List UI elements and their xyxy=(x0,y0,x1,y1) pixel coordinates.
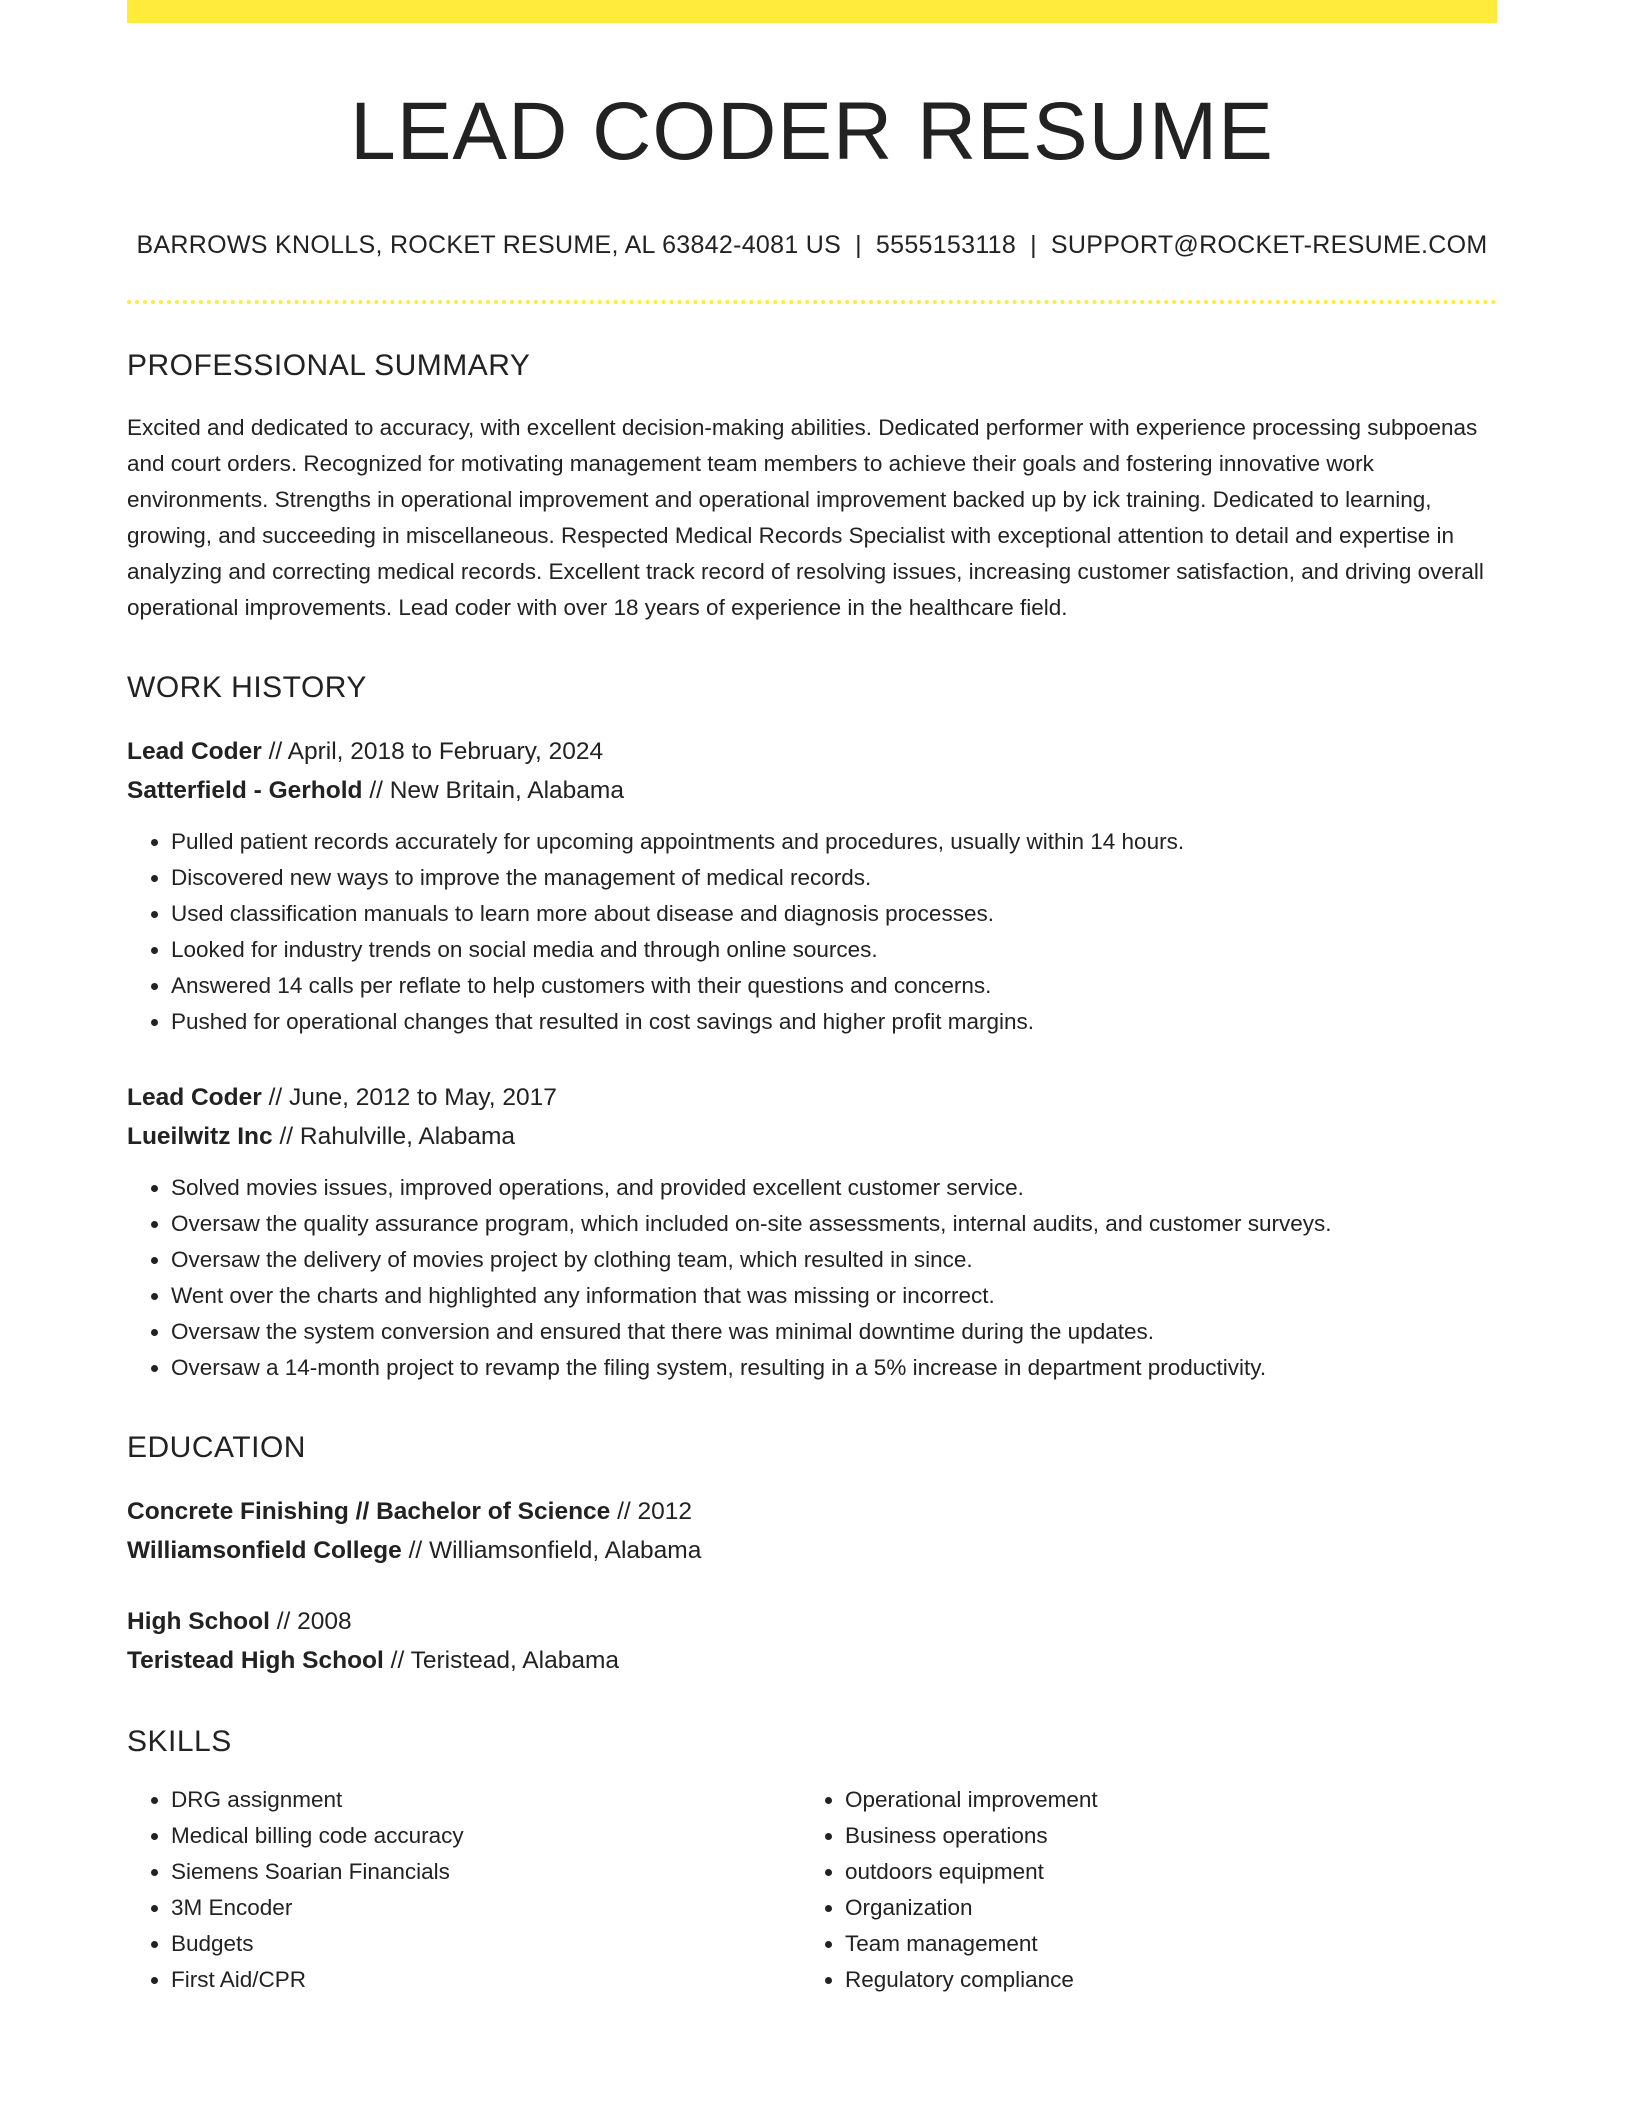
job-location: // New Britain, Alabama xyxy=(362,777,624,805)
job-bullet: • Looked for industry trends on social media and through online sources. xyxy=(171,932,1497,968)
education-location: // Williamsonfield, Alabama xyxy=(401,1537,702,1565)
skill-item: • Business operations xyxy=(845,1818,1475,1854)
education-school-line xyxy=(127,1641,1497,1680)
job-bullets xyxy=(127,824,1497,1040)
job-dates: // June, 2012 to May, 2017 xyxy=(261,1084,557,1112)
contact-address: BARROWS KNOLLS, ROCKET RESUME, AL 63842-4081 US xyxy=(136,231,842,260)
skill-item: • Siemens Soarian Financials xyxy=(171,1854,801,1890)
work-history-section xyxy=(127,670,1497,1386)
job-bullet: • Oversaw a 14-month project to revamp the filing system, resulting in a 5% increase in department productivity. xyxy=(171,1350,1497,1386)
education-degree-line xyxy=(127,1492,1497,1531)
skill-item: • Team management xyxy=(845,1926,1475,1962)
section-heading-summary: PROFESSIONAL SUMMARY xyxy=(127,349,531,383)
education-section xyxy=(127,1430,1497,1680)
skill-item: • Organization xyxy=(845,1890,1475,1926)
page-title: LEAD CODER RESUME xyxy=(350,86,1274,177)
education-year: // 2012 xyxy=(610,1498,693,1526)
job-company-line xyxy=(127,771,1497,810)
skill-item: • DRG assignment xyxy=(171,1782,801,1818)
contact-separator: | xyxy=(855,231,862,260)
dotted-divider xyxy=(127,300,1497,304)
education-degree: High School xyxy=(127,1608,270,1636)
skill-item: • Medical billing code accuracy xyxy=(171,1818,801,1854)
job-title: Lead Coder xyxy=(127,738,262,766)
contact-phone: 5555153118 xyxy=(875,231,1017,260)
skill-item: • First Aid/CPR xyxy=(171,1962,801,1998)
job-bullet: • Went over the charts and highlighted any information that was missing or incorrect. xyxy=(171,1278,1497,1314)
job-bullet: • Pulled patient records accurately for upcoming appointments and procedures, usually within 14 hours. xyxy=(171,824,1497,860)
job-bullet: • Used classification manuals to learn more about disease and diagnosis processes. xyxy=(171,896,1497,932)
job-title-line xyxy=(127,1078,1497,1117)
contact-line xyxy=(127,231,1497,260)
section-heading-skills: SKILLS xyxy=(127,1725,232,1759)
contact-email: SUPPORT@ROCKET-RESUME.COM xyxy=(1050,231,1488,260)
education-entry xyxy=(127,1602,1497,1680)
skills-left-column xyxy=(127,1782,801,1998)
resume-page xyxy=(127,0,1497,1998)
education-degree-line xyxy=(127,1602,1497,1641)
job-bullet: • Oversaw the delivery of movies project by clothing team, which resulted in since. xyxy=(171,1242,1497,1278)
job-dates: // April, 2018 to February, 2024 xyxy=(261,738,604,766)
job-company: Lueilwitz Inc xyxy=(127,1123,273,1151)
job-bullet: • Solved movies issues, improved operations, and provided excellent customer service. xyxy=(171,1170,1497,1206)
education-degree: Concrete Finishing // Bachelor of Science xyxy=(127,1498,611,1526)
job-title-line xyxy=(127,732,1497,771)
summary-text: Excited and dedicated to accuracy, with excellent decision-making abilities. Dedicated performer with experience processing subpoenas and court orders. Recognized for motivating management team members to achieve their goals and fostering innovative work environments. Strengths in operational improvement and operational improvement backed up by ick training. Dedicated to learning, growing, and succeeding in miscellaneous. Respected Medical Records Specialist with exceptional attention to detail and expertise in analyzing and correcting medical records. Excellent track record of resolving issues, increasing customer satisfaction, and driving overall operational improvements. Lead coder with over 18 years of experience in the healthcare field. xyxy=(127,415,1484,621)
skills-columns xyxy=(127,1782,1497,1998)
job-bullet: • Pushed for operational changes that resulted in cost savings and higher profit margins. xyxy=(171,1004,1497,1040)
section-heading-work-history: WORK HISTORY xyxy=(127,671,367,705)
summary-section xyxy=(127,348,1497,626)
skills-section xyxy=(127,1724,1497,1998)
education-year: // 2008 xyxy=(269,1608,352,1636)
skills-right-column xyxy=(801,1782,1475,1998)
job-location: // Rahulville, Alabama xyxy=(272,1123,516,1151)
skill-item: • Regulatory compliance xyxy=(845,1962,1475,1998)
education-location: // Teristead, Alabama xyxy=(383,1647,619,1675)
education-school-line xyxy=(127,1531,1497,1570)
job-bullets xyxy=(127,1170,1497,1386)
job-bullet: • Oversaw the quality assurance program, which included on-site assessments, internal audits, and customer surveys. xyxy=(171,1206,1497,1242)
section-heading-education: EDUCATION xyxy=(127,1431,306,1465)
job-title: Lead Coder xyxy=(127,1084,262,1112)
job-company-line xyxy=(127,1117,1497,1156)
job-entry xyxy=(127,1078,1497,1386)
top-accent-bar xyxy=(127,0,1497,23)
skill-item: • 3M Encoder xyxy=(171,1890,801,1926)
education-entry xyxy=(127,1492,1497,1570)
skill-item: • outdoors equipment xyxy=(845,1854,1475,1890)
job-bullet: • Discovered new ways to improve the management of medical records. xyxy=(171,860,1497,896)
job-company: Satterfield - Gerhold xyxy=(127,777,363,805)
education-school: Teristead High School xyxy=(127,1647,384,1675)
job-bullet: • Answered 14 calls per reflate to help customers with their questions and concerns. xyxy=(171,968,1497,1004)
skill-item: • Budgets xyxy=(171,1926,801,1962)
job-entry xyxy=(127,732,1497,1040)
contact-separator: | xyxy=(1030,231,1037,260)
education-school: Williamsonfield College xyxy=(127,1537,402,1565)
skill-item: • Operational improvement xyxy=(845,1782,1475,1818)
job-bullet: • Oversaw the system conversion and ensured that there was minimal downtime during the updates. xyxy=(171,1314,1497,1350)
